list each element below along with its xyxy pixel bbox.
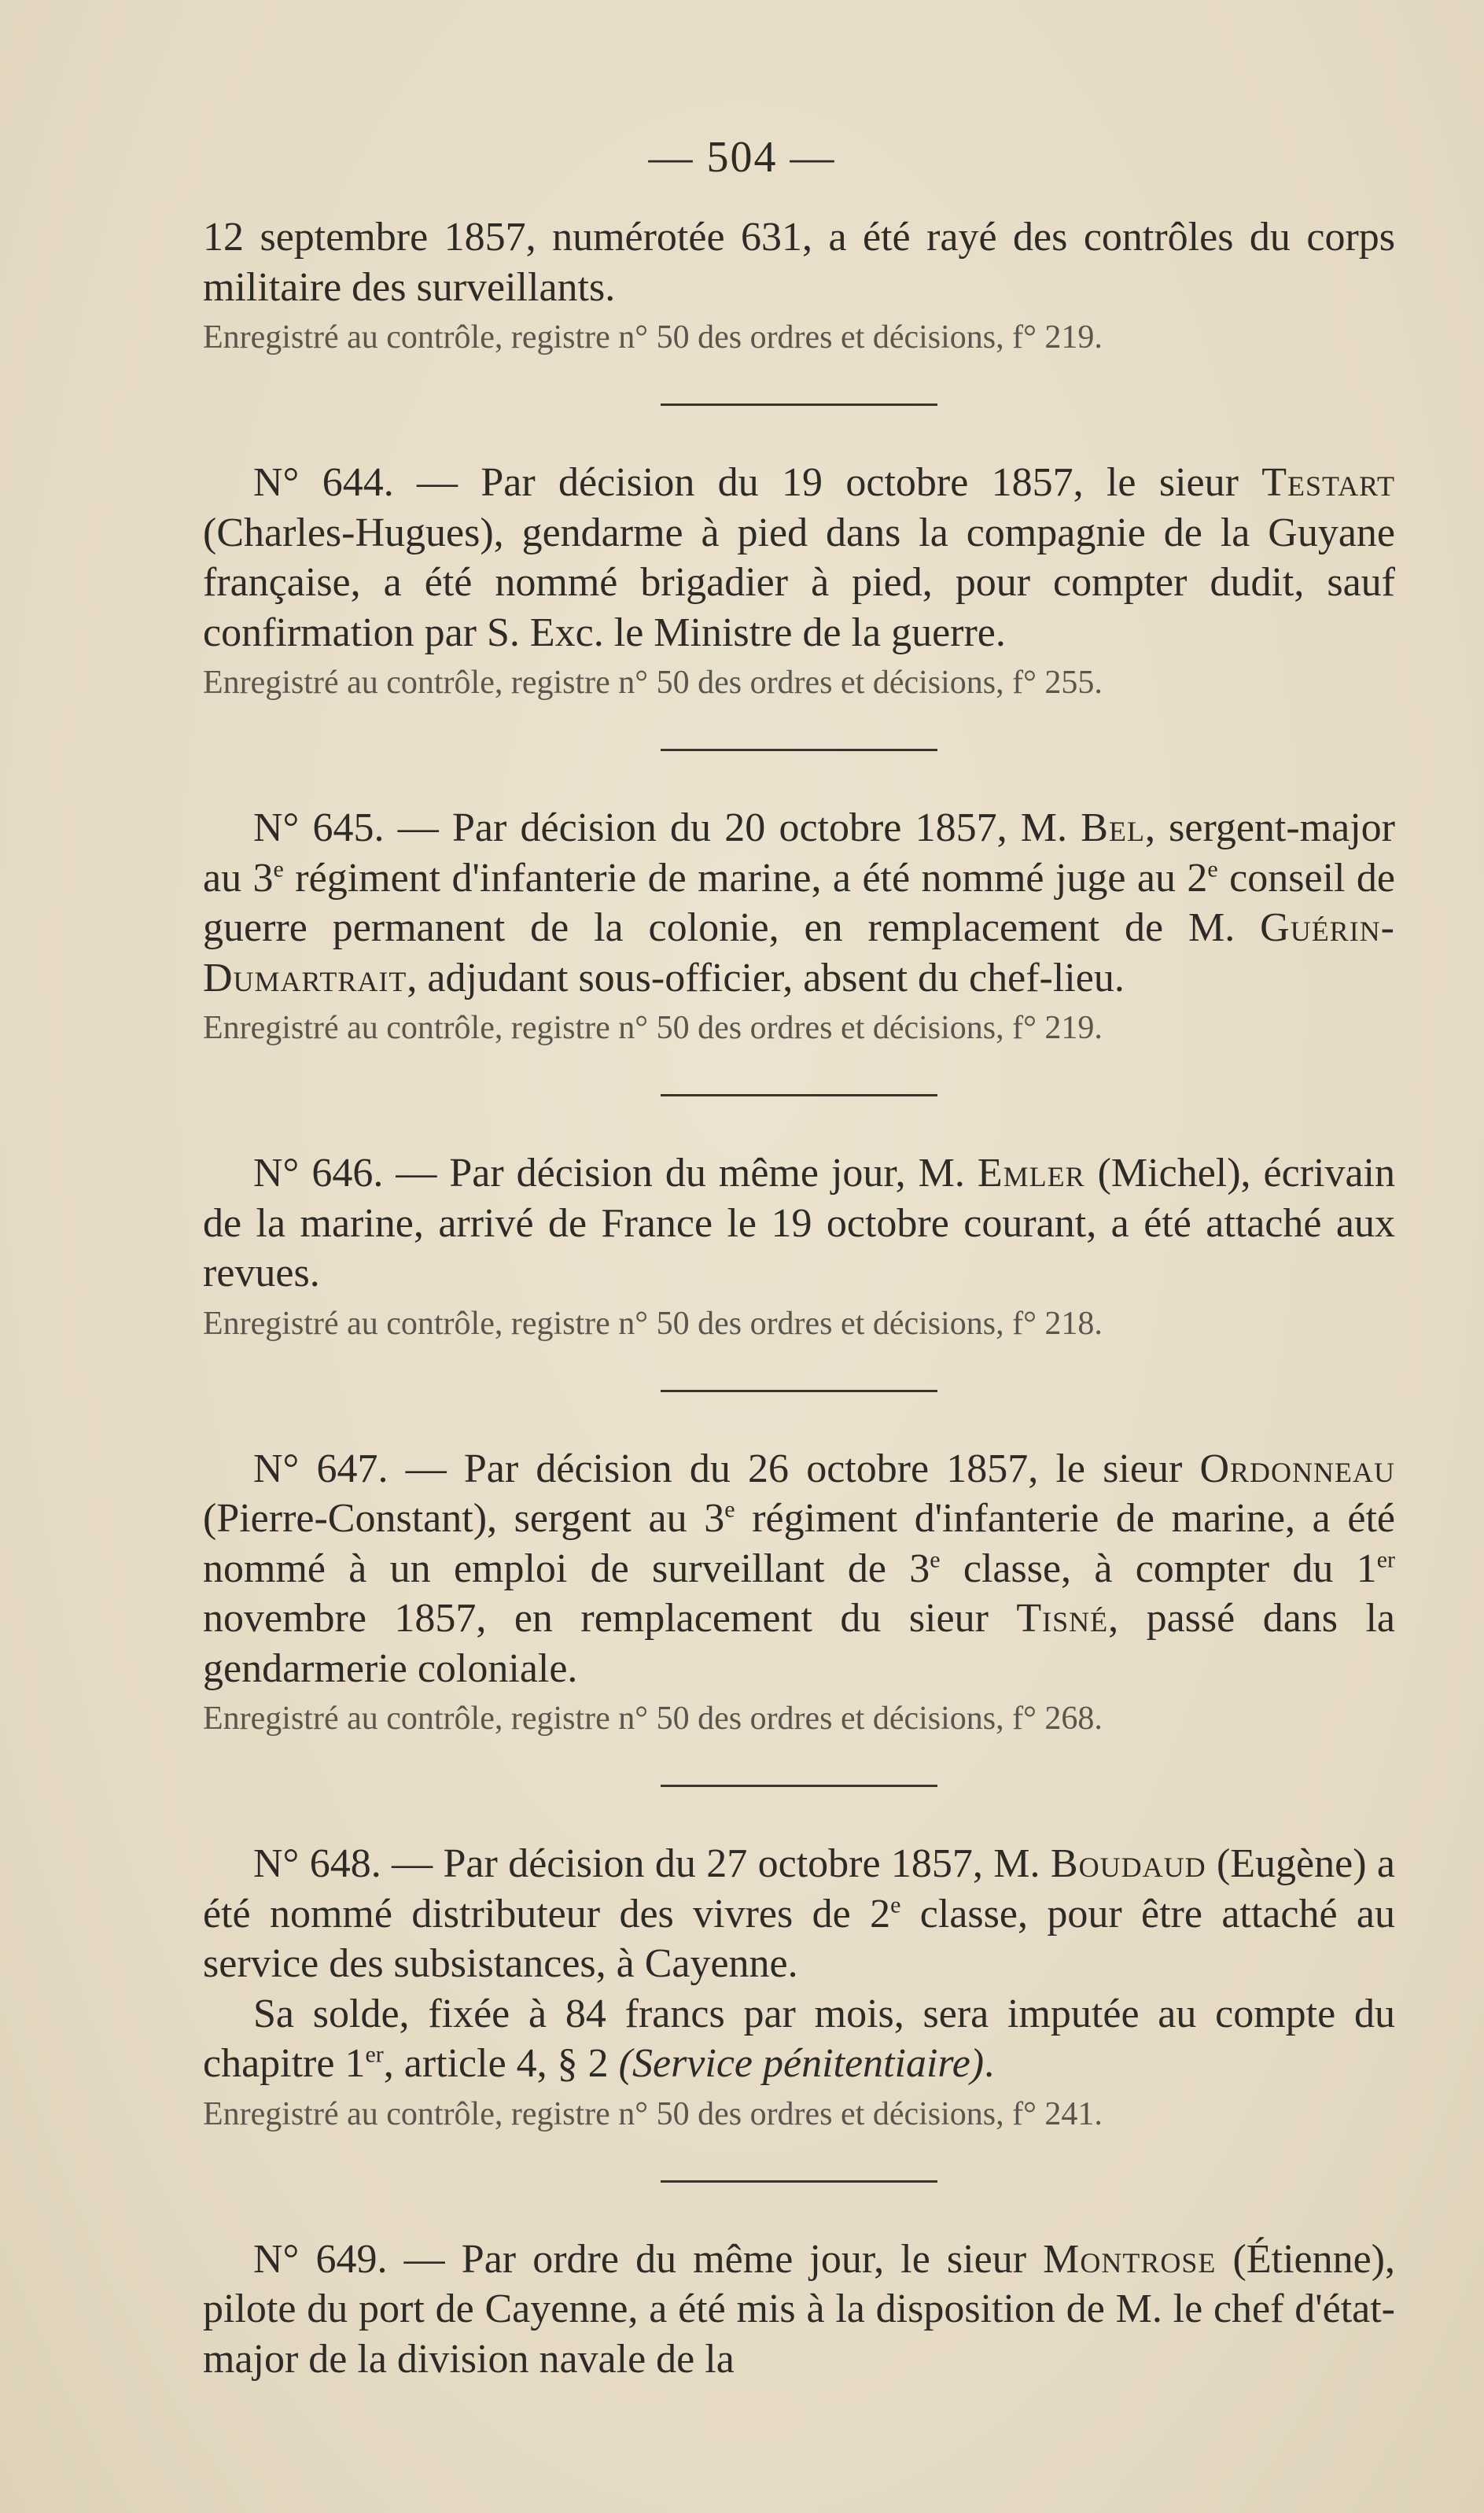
entry-644 bbox=[203, 458, 1395, 705]
entry-number: N° 644. bbox=[253, 460, 394, 505]
person-name: Tisné bbox=[1016, 1596, 1109, 1641]
separator-rule bbox=[661, 1785, 937, 1787]
entry-number: N° 647. bbox=[253, 1446, 388, 1491]
register-note: Enregistré au contrôle, registre n° 50 des ordres et décisions, f° 219. bbox=[203, 319, 1103, 356]
register-note: Enregistré au contrôle, registre n° 50 des ordres et décisions, f° 268. bbox=[203, 1701, 1103, 1737]
person-name: Bel bbox=[1081, 805, 1145, 850]
entry-648 bbox=[203, 1839, 1395, 2136]
register-note: Enregistré au contrôle, registre n° 50 des ordres et décisions, f° 255. bbox=[203, 665, 1103, 701]
entry-paragraph: N° 647. — Par décision du 26 octobre 1857, le sieur Ordonneau (Pierre-Constant), sergent au 3e régiment d'infanterie de marine, a été nommé à un emploi de surveillant de 3e classe, à compter du 1er novembre 1857, en remplacement du sieur Tisné, passé dans la gendarmerie coloniale. bbox=[203, 1446, 1396, 1691]
register-note: Enregistré au contrôle, registre n° 50 des ordres et décisions, f° 219. bbox=[203, 1010, 1103, 1046]
person-name: Boudaud bbox=[1050, 1841, 1206, 1886]
person-name: Emler bbox=[977, 1151, 1085, 1196]
entry-646 bbox=[203, 1148, 1395, 1346]
register-note: Enregistré au contrôle, registre n° 50 des ordres et décisions, f° 218. bbox=[203, 1305, 1103, 1342]
entry-number: N° 646. bbox=[253, 1151, 384, 1196]
entry-number: N° 648. bbox=[253, 1841, 381, 1886]
entry-645 bbox=[203, 803, 1395, 1050]
entry-paragraph: N° 648. — Par décision du 27 octobre 1857, M. Boudaud (Eugène) a été nommé distributeur des vivres de 2e classe, pour être attaché au service des subsistances, à Cayenne. bbox=[203, 1841, 1395, 1986]
entry-number: N° 645. bbox=[253, 805, 385, 850]
person-name: Testart bbox=[1261, 460, 1395, 505]
separator-rule bbox=[661, 749, 937, 751]
entry-number: N° 649. bbox=[253, 2236, 388, 2282]
person-name: Guérin-Dumartrait bbox=[203, 905, 1395, 1000]
entry-649 bbox=[203, 2235, 1395, 2385]
person-name: Ordonneau bbox=[1199, 1446, 1395, 1491]
entry-647 bbox=[203, 1444, 1395, 1741]
entry-paragraph: Sa solde, fixée à 84 francs par mois, sera imputée au compte du chapitre 1er, article 4, § 2 (Service pénitentiaire). bbox=[203, 1991, 1395, 2086]
page-body bbox=[203, 212, 1395, 2384]
separator-rule bbox=[661, 1094, 937, 1096]
page-number: — 504 — bbox=[648, 133, 836, 182]
entry-paragraph: N° 645. — Par décision du 20 octobre 1857, M. Bel, sergent-major au 3e régiment d'infanterie de marine, a été nommé juge au 2e conseil de guerre permanent de la colonie, en remplacement de M. Guérin-Dumartrait, adjudant sous-officier, absent du chef-lieu. bbox=[203, 805, 1395, 1000]
separator-rule bbox=[661, 1390, 937, 1392]
entry-paragraph: N° 646. — Par décision du même jour, M. Emler (Michel), écrivain de la marine, arrivé de France le 19 octobre courant, a été attaché aux revues. bbox=[203, 1151, 1395, 1295]
separator-rule bbox=[661, 403, 937, 406]
register-note: Enregistré au contrôle, registre n° 50 des ordres et décisions, f° 241. bbox=[203, 2095, 1103, 2132]
person-name: Montrose bbox=[1043, 2236, 1217, 2282]
entry-continuation bbox=[203, 212, 1395, 359]
entry-paragraph: N° 649. — Par ordre du même jour, le sieur Montrose (Étienne), pilote du port de Cayenne, a été mis à la disposition de M. le chef d'état-major de la division navale de la bbox=[203, 2236, 1395, 2382]
entry-paragraph: 12 septembre 1857, numérotée 631, a été rayé des contrôles du corps militaire des surveillants. bbox=[203, 215, 1395, 310]
entry-paragraph: N° 644. — Par décision du 19 octobre 1857, le sieur Testart (Charles-Hugues), gendarme à pied dans la compagnie de la Guyane française, a été nommé brigadier à pied, pour compter dudit, sauf confirmation par S. Exc. le Ministre de la guerre. bbox=[203, 460, 1395, 655]
separator-rule bbox=[661, 2180, 937, 2183]
